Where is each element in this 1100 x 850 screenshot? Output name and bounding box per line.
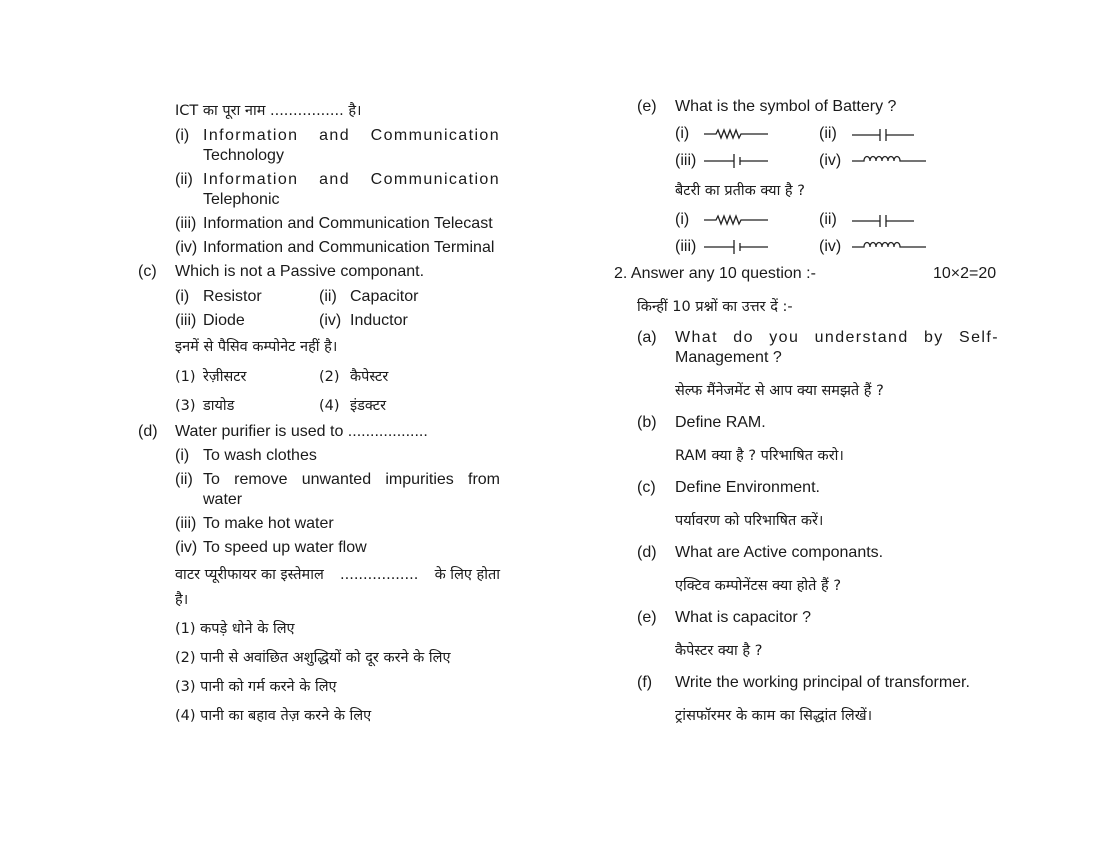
option-number: (ii)	[175, 471, 193, 488]
option-number: (i)	[675, 125, 690, 142]
hindi-option-text: (1) कपड़े धोने के लिए	[175, 621, 295, 637]
ict-option-1-line1	[203, 126, 500, 146]
word: impurities	[385, 471, 454, 488]
phrase: के लिए होता	[434, 567, 500, 583]
word: from	[468, 471, 500, 488]
ict-option-2-line1	[203, 170, 500, 190]
option-number: (i)	[175, 447, 190, 464]
word: Information	[203, 127, 299, 144]
option-number: (ii)	[319, 288, 337, 305]
hindi-question-2e: कैपेस्टर क्या है ?	[675, 643, 763, 659]
hindi-option-text: (4) पानी का बहाव तेज़ करने के लिए	[175, 708, 372, 724]
option-number: (i)	[175, 288, 190, 305]
capacitor-symbol-icon	[852, 214, 916, 228]
option-number: (1)	[175, 369, 196, 385]
option-number: (i)	[175, 127, 190, 144]
word: and	[319, 127, 350, 144]
ict-option-2-line2: Telephonic	[203, 191, 280, 208]
hindi-question-2f: ट्रांसफॉरमर के काम का सिद्धांत लिखें।	[675, 708, 873, 724]
option-number: (iv)	[819, 152, 842, 169]
option-text: Diode	[203, 312, 245, 329]
option-number: (4)	[319, 398, 340, 414]
hindi-option-text: डायोड	[203, 398, 235, 414]
word: remove	[234, 471, 288, 488]
option-number: (iii)	[675, 238, 697, 255]
word: and	[319, 171, 350, 188]
section-2-marks: 10×2=20	[933, 265, 997, 282]
hindi-question-d-line1	[175, 565, 500, 585]
word: understand	[814, 329, 909, 346]
question-label: (a)	[637, 329, 657, 346]
ict-option-3: Information and Communication Telecast	[203, 215, 493, 232]
option-number: (iv)	[319, 312, 342, 329]
option-number: (iv)	[819, 238, 842, 255]
d-option-2-line1	[203, 470, 500, 490]
option-number: (iii)	[175, 515, 197, 532]
option-number: (3)	[175, 398, 196, 414]
option-text: To make hot water	[203, 515, 334, 532]
question-label: (f)	[637, 674, 653, 691]
hindi-option-text: इंडक्टर	[350, 398, 387, 414]
ict-question: ICT का पूरा नाम ................ है।	[175, 103, 362, 119]
question-2a-line1	[675, 328, 999, 348]
question-label: (e)	[637, 98, 657, 115]
question-d: Water purifier is used to ..................	[175, 423, 428, 440]
question-label: (c)	[637, 479, 656, 496]
question-2b: Define RAM.	[675, 414, 766, 431]
section-2-hindi-heading: किन्हीं 10 प्रश्नों का उत्तर दें :-	[637, 299, 793, 315]
hindi-question-2b: RAM क्या है ? परिभाषित करो।	[675, 448, 844, 464]
resistor-symbol-icon	[704, 214, 770, 228]
hindi-question-d-line2: है।	[175, 592, 189, 608]
option-number: (ii)	[819, 211, 837, 228]
option-number: (ii)	[819, 125, 837, 142]
option-text: Resistor	[203, 288, 262, 305]
hindi-option-text: (3) पानी को गर्म करने के लिए	[175, 679, 337, 695]
option-number: (iii)	[675, 152, 697, 169]
option-number: (i)	[675, 211, 690, 228]
option-number: (iv)	[175, 239, 198, 256]
ict-option-4: Information and Communication Terminal	[203, 239, 495, 256]
hindi-option-text: रेज़ीसटर	[203, 369, 247, 385]
word: by	[924, 329, 944, 346]
word: Communication	[370, 127, 500, 144]
ict-option-1-line2: Technology	[203, 147, 284, 164]
option-number: (iv)	[175, 539, 198, 556]
option-text: To wash clothes	[203, 447, 317, 464]
question-2a-line2: Management ?	[675, 349, 782, 366]
word: do	[733, 329, 754, 346]
inductor-symbol-icon	[852, 153, 928, 167]
hindi-question-2c: पर्यावरण को परिभाषित करें।	[675, 513, 824, 529]
question-c: Which is not a Passive componant.	[175, 263, 425, 280]
hindi-question-2d: एक्टिव कम्पोनेंटस क्या होते हैं ?	[675, 578, 842, 594]
phrase: .................	[340, 567, 419, 583]
question-label: (d)	[637, 544, 657, 561]
hindi-question-e: बैटरी का प्रतीक क्या है ?	[675, 183, 805, 199]
capacitor-symbol-icon	[852, 128, 916, 142]
option-number: (iii)	[175, 312, 197, 329]
hindi-question-c: इनमें से पैसिव कम्पोनेट नहीं है।	[175, 339, 338, 355]
question-2c: Define Environment.	[675, 479, 820, 496]
option-text: Capacitor	[350, 288, 419, 305]
d-option-2-line2: water	[203, 491, 243, 508]
word: you	[769, 329, 800, 346]
battery-symbol-icon	[704, 154, 770, 169]
word: What	[675, 329, 718, 346]
question-label: (d)	[138, 423, 158, 440]
option-text: Inductor	[350, 312, 408, 329]
word: To	[203, 471, 220, 488]
option-text: To speed up water flow	[203, 539, 367, 556]
option-number: (ii)	[175, 171, 193, 188]
word: Information	[203, 171, 299, 188]
question-label: (e)	[637, 609, 657, 626]
inductor-symbol-icon	[852, 239, 928, 253]
hindi-option-text: कैपेस्टर	[350, 369, 389, 385]
question-label: (c)	[138, 263, 157, 280]
question-2f: Write the working principal of transformer.	[675, 674, 970, 691]
battery-symbol-icon	[704, 240, 770, 255]
hindi-question-2a: सेल्फ मैंनेजमेंट से आप क्या समझते हैं ?	[675, 383, 884, 399]
resistor-symbol-icon	[704, 128, 770, 142]
question-2d: What are Active componants.	[675, 544, 884, 561]
section-2-heading: 2. Answer any 10 question :-	[614, 265, 816, 282]
hindi-option-text: (2) पानी से अवांछित अशुद्धियों को दूर करने के लिए	[175, 650, 451, 666]
option-number: (2)	[319, 369, 340, 385]
word: Self-	[959, 329, 999, 346]
phrase: वाटर प्यूरीफायर का इस्तेमाल	[175, 567, 324, 583]
option-number: (iii)	[175, 215, 197, 232]
question-label: (b)	[637, 414, 657, 431]
question-e: What is the symbol of Battery ?	[675, 98, 897, 115]
word: Communication	[370, 171, 500, 188]
question-2e: What is capacitor ?	[675, 609, 812, 626]
word: unwanted	[301, 471, 372, 488]
